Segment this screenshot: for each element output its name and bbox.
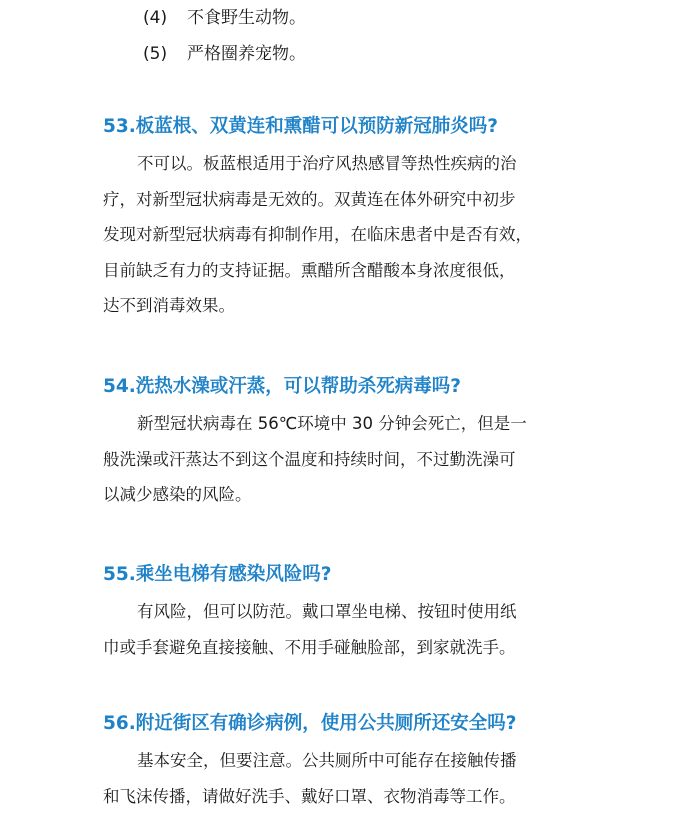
paragraph-line: 发现对新型冠状病毒有抑制作用，在临床患者中是否有效， xyxy=(103,225,532,244)
paragraph-line: 基本安全，但要注意。公共厕所中可能存在接触传播 xyxy=(137,751,517,770)
section-body-55 xyxy=(103,594,583,665)
section-title-53: 53.板蓝根、双黄连和熏醋可以预防新冠肺炎吗? xyxy=(103,116,499,137)
list-item xyxy=(143,6,306,30)
paragraph-line: 达不到消毒效果。 xyxy=(103,296,235,315)
paragraph-line: 以减少感染的风险。 xyxy=(103,485,252,504)
section-title-56: 56.附近街区有确诊病例，使用公共厕所还安全吗? xyxy=(103,713,517,734)
paragraph-line: 新型冠状病毒在 56℃环境中 30 分钟会死亡，但是一 xyxy=(137,414,527,433)
list-item-text: 严格圈养宠物。 xyxy=(187,44,306,64)
section-title-55: 55.乘坐电梯有感染风险吗? xyxy=(103,564,332,585)
section-body-53 xyxy=(103,146,583,324)
paragraph-line: 疗，对新型冠状病毒是无效的。双黄连在体外研究中初步 xyxy=(103,189,516,209)
section-body-54 xyxy=(103,406,583,513)
paragraph-line: 般洗澡或汗蒸达不到这个温度和持续时间，不过勤洗澡可 xyxy=(103,449,516,469)
list-item-number: (4) xyxy=(143,8,168,28)
list-item xyxy=(143,42,306,66)
paragraph-line: 有风险，但可以防范。戴口罩坐电梯、按钮时使用纸 xyxy=(137,602,517,621)
list-item-number: (5) xyxy=(143,44,168,64)
section-body-56 xyxy=(103,743,583,814)
paragraph-line: 不可以。板蓝根适用于治疗风热感冒等热性疾病的治 xyxy=(137,154,517,173)
paragraph-line: 目前缺乏有力的支持证据。熏醋所含醋酸本身浓度很低， xyxy=(103,260,516,280)
paragraph-line: 和飞沫传播，请做好洗手、戴好口罩、衣物消毒等工作。 xyxy=(103,786,516,806)
paragraph-line: 巾或手套避免直接接触、不用手碰触脸部，到家就洗手。 xyxy=(103,637,516,657)
section-title-54: 54.洗热水澡或汗蒸，可以帮助杀死病毒吗? xyxy=(103,376,462,397)
list-item-text: 不食野生动物。 xyxy=(187,8,306,28)
